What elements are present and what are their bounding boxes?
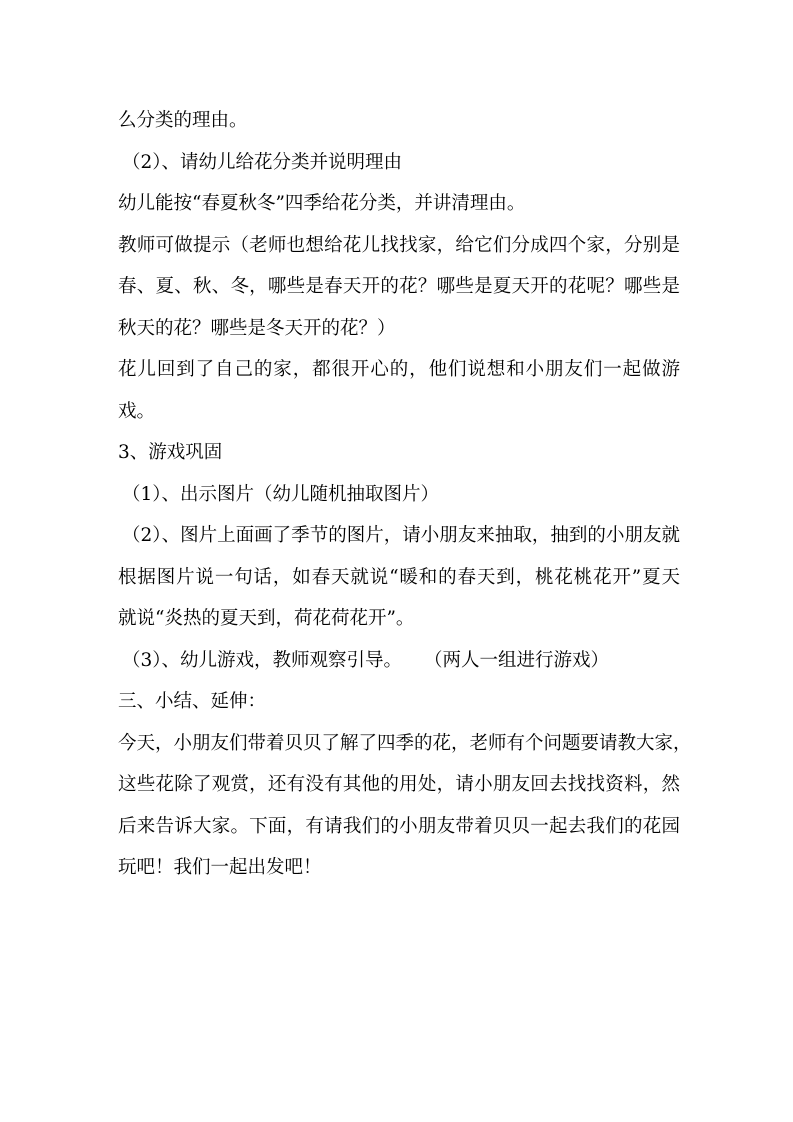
document-body (118, 100, 692, 889)
text-line: 根据图片说一句话，如春天就说“暖和的春天到，桃花桃花开”夏天 (118, 566, 680, 588)
activity-note: （两人一组进行游戏） (424, 649, 610, 671)
text-line: 戏。 (118, 400, 156, 422)
text-line: 这些花除了观赏，还有没有其他的用处，请小朋友回去找找资料，然 (118, 774, 680, 795)
activity-text: （3）、幼儿游戏，教师观察引导。 (122, 649, 403, 671)
text-line: （2）、请幼儿给花分类并说明理由 (122, 151, 403, 173)
text-line: （1）、出示图片（幼儿随机抽取图片） (122, 483, 440, 505)
text-line: （2）、图片上面画了季节的图片，请小朋友来抽取，抽到的小朋友就 (122, 525, 680, 546)
text-line: 花儿回到了自己的家，都很开心的，他们说想和小朋友们一起做游 (118, 359, 680, 380)
text-line: 后来告诉大家。下面，有请我们的小朋友带着贝贝一起去我们的花园 (118, 815, 680, 837)
text-line (122, 640, 680, 682)
text-line: 秋天的花？哪些是冬天开的花？） (118, 317, 396, 339)
section-heading: 三、小结、延伸： (118, 691, 267, 712)
text-line: 今天，小朋友们带着贝贝了解了四季的花，老师有个问题要请教大家， (118, 732, 692, 754)
text-line: 春、夏、秋、冬，哪些是春天开的花？哪些是夏天开的花呢？哪些是 (118, 276, 680, 297)
text-line: 么分类的理由。 (118, 110, 248, 131)
text-line: 教师可做提示（老师也想给花儿找找家，给它们分成四个家，分别是 (118, 234, 680, 256)
section-heading: 3、游戏巩固 (118, 442, 223, 463)
text-line: 就说“炎热的夏天到，荷花荷花开”。 (118, 608, 415, 629)
text-line: 幼儿能按“春夏秋冬”四季给花分类，并讲清理由。 (118, 193, 526, 214)
text-line: 玩吧！我们一起出发吧！ (118, 857, 322, 878)
